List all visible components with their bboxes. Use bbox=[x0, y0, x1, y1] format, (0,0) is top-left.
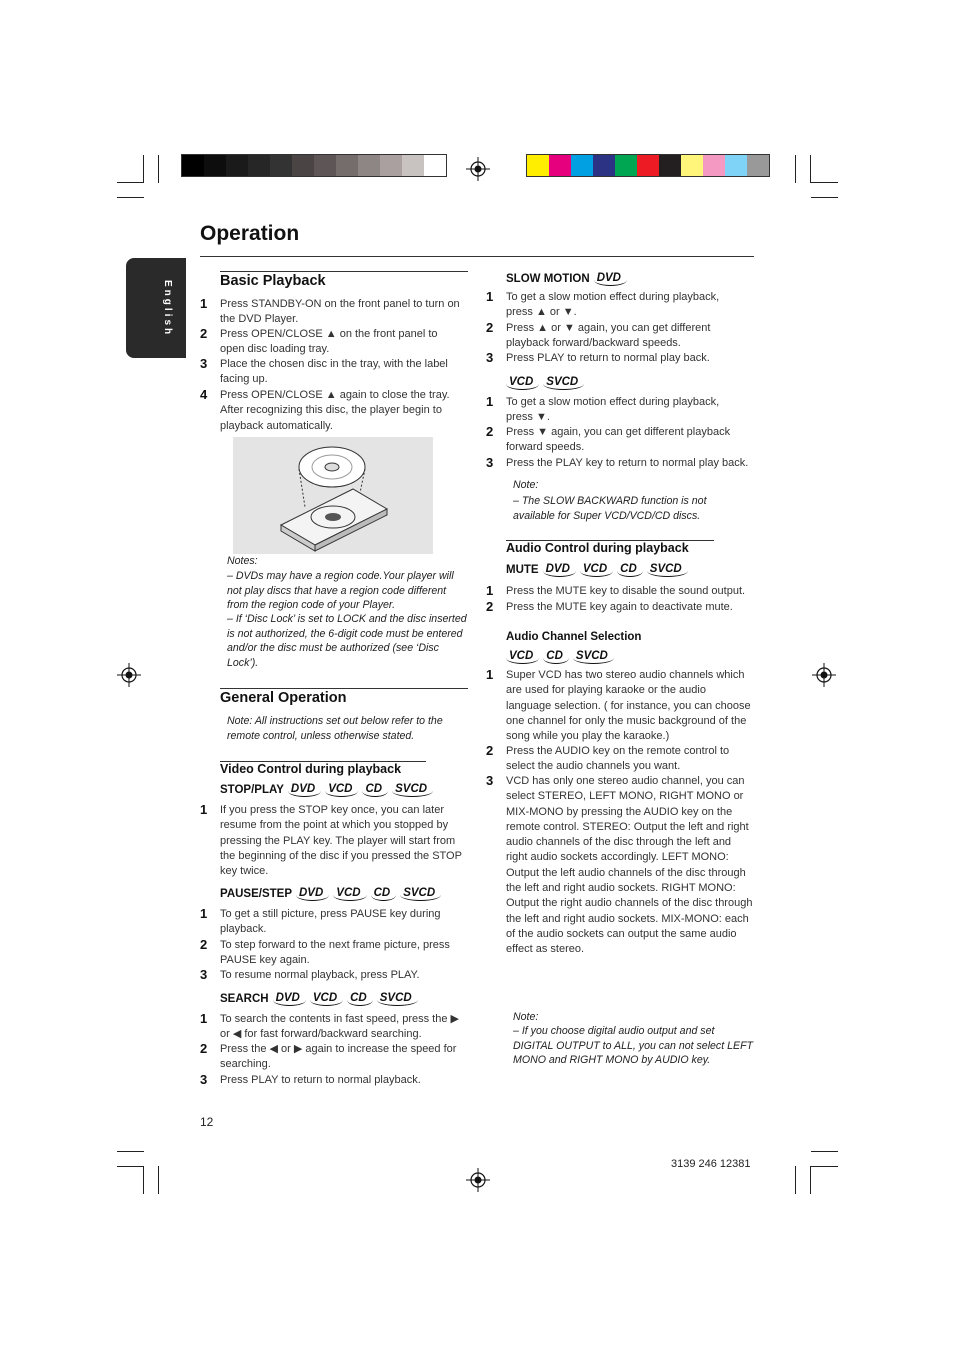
process-color-swatch bbox=[615, 155, 637, 176]
dvd-logo-icon: DVD bbox=[288, 783, 321, 797]
disc-tray-illustration bbox=[233, 437, 433, 554]
process-color-swatch bbox=[549, 155, 571, 176]
process-color-swatch bbox=[659, 155, 681, 176]
svcd-logo-icon: SVCD bbox=[400, 887, 441, 901]
step-number: 1 bbox=[486, 394, 494, 409]
registration-mark-icon bbox=[812, 663, 836, 687]
slow-motion-label: SLOW MOTION bbox=[506, 273, 590, 285]
section-rule bbox=[220, 688, 468, 689]
process-color-bar bbox=[526, 154, 770, 177]
step-number: 1 bbox=[486, 583, 494, 598]
note-label: Note: bbox=[513, 1011, 539, 1023]
language-tab-label: English bbox=[162, 280, 173, 338]
step-number: 3 bbox=[200, 967, 208, 982]
vcd-logo-icon: VCD bbox=[325, 783, 358, 797]
dvd-logo-icon: DVD bbox=[296, 887, 329, 901]
step-number: 2 bbox=[200, 1041, 208, 1056]
note-text: – If you choose digital audio output and set DIGITAL OUTPUT to ALL, you can not select LEFT MONO and RIGHT MONO by AUDIO key. bbox=[513, 1025, 754, 1067]
step-text: To get a slow motion effect during playback, press ▼. bbox=[506, 396, 720, 424]
registration-mark-icon bbox=[466, 1168, 490, 1192]
cd-logo-icon: CD bbox=[371, 887, 397, 901]
step-text: Press PLAY to return to normal play back. bbox=[506, 352, 710, 364]
step-text: Press the MUTE key to disable the sound output. bbox=[506, 585, 746, 597]
step-number: 3 bbox=[486, 455, 494, 470]
vcd-logo-icon: VCD bbox=[333, 887, 366, 901]
cd-logo-icon: CD bbox=[347, 992, 373, 1006]
grayscale-swatch bbox=[204, 155, 226, 176]
step-number: 2 bbox=[200, 937, 208, 952]
step-number: 1 bbox=[200, 296, 208, 311]
step-text: Press OPEN/CLOSE ▲ again to close the tray. After recognizing this disc, the player begin to playback automatically. bbox=[220, 389, 450, 432]
step-text: Press the PLAY key to return to normal play back. bbox=[506, 457, 749, 469]
slow-motion-heading bbox=[506, 272, 627, 286]
vcd-logo-icon: VCD bbox=[506, 650, 539, 664]
step-text: Press ▲ or ▼ again, you can get different playback forward/backward speeds. bbox=[506, 322, 711, 350]
cd-logo-icon: CD bbox=[362, 783, 388, 797]
vcd-logo-icon: VCD bbox=[580, 563, 613, 577]
step-text: To search the contents in fast speed, press the ▶ or ◀ for fast forward/backward searching. bbox=[220, 1013, 459, 1041]
vcd-logo-icon: VCD bbox=[506, 376, 539, 390]
stop-play-label: STOP/PLAY bbox=[220, 784, 284, 796]
grayscale-swatch bbox=[336, 155, 358, 176]
registration-mark-icon bbox=[117, 663, 141, 687]
step-number: 2 bbox=[486, 424, 494, 439]
step-text: To step forward to the next frame picture, press PAUSE key again. bbox=[220, 939, 450, 967]
mute-label: MUTE bbox=[506, 564, 539, 576]
step-number: 2 bbox=[486, 320, 494, 335]
general-operation-heading: General Operation bbox=[220, 690, 347, 706]
step-text: To resume normal playback, press PLAY. bbox=[220, 969, 420, 981]
dvd-logo-icon: DVD bbox=[543, 563, 576, 577]
step-text: To get a slow motion effect during playback, press ▲ or ▼. bbox=[506, 291, 720, 319]
dvd-logo-icon: DVD bbox=[594, 272, 627, 286]
search-heading bbox=[220, 992, 418, 1006]
grayscale-swatch bbox=[248, 155, 270, 176]
process-color-swatch bbox=[527, 155, 549, 176]
language-tab bbox=[126, 258, 186, 358]
basic-playback-heading: Basic Playback bbox=[220, 273, 326, 289]
step-text: Press STANDBY-ON on the front panel to turn on the DVD Player. bbox=[220, 298, 460, 326]
registration-mark-icon bbox=[466, 157, 490, 181]
grayscale-swatch bbox=[270, 155, 292, 176]
step-number: 1 bbox=[486, 667, 494, 682]
grayscale-swatch bbox=[226, 155, 248, 176]
dvd-logo-icon: DVD bbox=[273, 992, 306, 1006]
search-label: SEARCH bbox=[220, 993, 269, 1005]
process-color-swatch bbox=[593, 155, 615, 176]
step-number: 3 bbox=[486, 350, 494, 365]
vcd-slow-motion-heading bbox=[506, 376, 584, 390]
step-number: 2 bbox=[200, 326, 208, 341]
step-text: Press the AUDIO key on the remote control to select the audio channels you want. bbox=[506, 745, 730, 773]
step-number: 3 bbox=[486, 773, 494, 788]
note-text: – If ‘Disc Lock’ is set to LOCK and the disc inserted is not authorized, the 6-digit code must be entered and/or the disc must be authorized (see ‘Disc Lock’). bbox=[227, 613, 467, 669]
step-number: 2 bbox=[486, 743, 494, 758]
grayscale-swatch bbox=[358, 155, 380, 176]
audio-channel-heading: Audio Channel Selection bbox=[506, 631, 642, 643]
step-text: Press ▼ again, you can get different playback forward speeds. bbox=[506, 426, 731, 454]
svcd-logo-icon: SVCD bbox=[573, 650, 614, 664]
document-code: 3139 246 12381 bbox=[671, 1158, 751, 1170]
svcd-logo-icon: SVCD bbox=[647, 563, 688, 577]
step-number: 1 bbox=[200, 802, 208, 817]
cd-logo-icon: CD bbox=[543, 650, 569, 664]
grayscale-swatch bbox=[402, 155, 424, 176]
step-number: 2 bbox=[486, 599, 494, 614]
step-text: Press the MUTE key again to deactivate mute. bbox=[506, 601, 733, 613]
step-text: Press the ◀ or ▶ again to increase the speed for searching. bbox=[220, 1043, 457, 1071]
step-number: 3 bbox=[200, 1072, 208, 1087]
svcd-logo-icon: SVCD bbox=[543, 376, 584, 390]
notes-label: Notes: bbox=[227, 555, 258, 567]
page-title: Operation bbox=[200, 222, 300, 245]
process-color-swatch bbox=[747, 155, 769, 176]
vcd-logo-icon: VCD bbox=[310, 992, 343, 1006]
mute-heading bbox=[506, 563, 688, 577]
step-text: VCD has only one stereo audio channel, you can select STEREO, LEFT MONO, RIGHT MONO or MIX-MONO by pressing the AUDIO key on the remote control. STEREO: Output the left and right audio channels of the disc through the left and right audio sockets accordingly. LEFT MONO: Output the left audio channels of the disc through the left and right audio sockets. RIGHT MONO: Output the right audio channels of the disc through the left and right audio sockets. MIX-MONO: each of the audio sockets can output the same audio effect as stereo. bbox=[506, 775, 753, 956]
pause-step-label: PAUSE/STEP bbox=[220, 888, 292, 900]
step-text: Press OPEN/CLOSE ▲ on the front panel to open disc loading tray. bbox=[220, 328, 438, 356]
step-text: Super VCD has two stereo audio channels which are used for playing karaoke or the audio language selection. ( for instance, you can choose one channel for only the music background of the song while you play the karaoke.) bbox=[506, 669, 751, 743]
step-number: 1 bbox=[486, 289, 494, 304]
audio-control-heading: Audio Control during playback bbox=[506, 541, 689, 555]
stop-play-heading bbox=[220, 783, 433, 797]
grayscale-color-bar bbox=[181, 154, 447, 177]
step-text: To get a still picture, press PAUSE key during playback. bbox=[220, 908, 441, 936]
video-control-heading: Video Control during playback bbox=[220, 762, 402, 776]
note-text: – The SLOW BACKWARD function is not available for Super VCD/VCD/CD discs. bbox=[513, 495, 707, 522]
process-color-swatch bbox=[637, 155, 659, 176]
step-number: 3 bbox=[200, 356, 208, 371]
general-operation-note: Note: All instructions set out below refer to the remote control, unless otherwise stated. bbox=[227, 715, 443, 742]
step-text: Place the chosen disc in the tray, with the label facing up. bbox=[220, 358, 448, 386]
process-color-swatch bbox=[703, 155, 725, 176]
svcd-logo-icon: SVCD bbox=[392, 783, 433, 797]
grayscale-swatch bbox=[314, 155, 336, 176]
note-text: – DVDs may have a region code.Your player will not play discs that have a region code different from the region code of your Player. bbox=[227, 570, 454, 612]
grayscale-swatch bbox=[380, 155, 402, 176]
step-number: 4 bbox=[200, 387, 208, 402]
step-text: If you press the STOP key once, you can later resume from the point at which you stopped by pressing the PLAY key. The player will start from the beginning of the disc if you pressed the STOP key twice. bbox=[220, 804, 462, 878]
audio-channel-logos bbox=[506, 650, 614, 664]
svcd-logo-icon: SVCD bbox=[377, 992, 418, 1006]
process-color-swatch bbox=[725, 155, 747, 176]
grayscale-swatch bbox=[424, 155, 446, 176]
title-rule bbox=[200, 256, 754, 257]
step-number: 1 bbox=[200, 1011, 208, 1026]
grayscale-swatch bbox=[292, 155, 314, 176]
step-number: 1 bbox=[200, 906, 208, 921]
process-color-swatch bbox=[571, 155, 593, 176]
cd-logo-icon: CD bbox=[617, 563, 643, 577]
pause-step-heading bbox=[220, 887, 441, 901]
page-number: 12 bbox=[200, 1115, 214, 1129]
step-text: Press PLAY to return to normal playback. bbox=[220, 1074, 421, 1086]
process-color-swatch bbox=[681, 155, 703, 176]
grayscale-swatch bbox=[182, 155, 204, 176]
section-rule bbox=[220, 271, 468, 272]
note-label: Note: bbox=[513, 479, 539, 491]
